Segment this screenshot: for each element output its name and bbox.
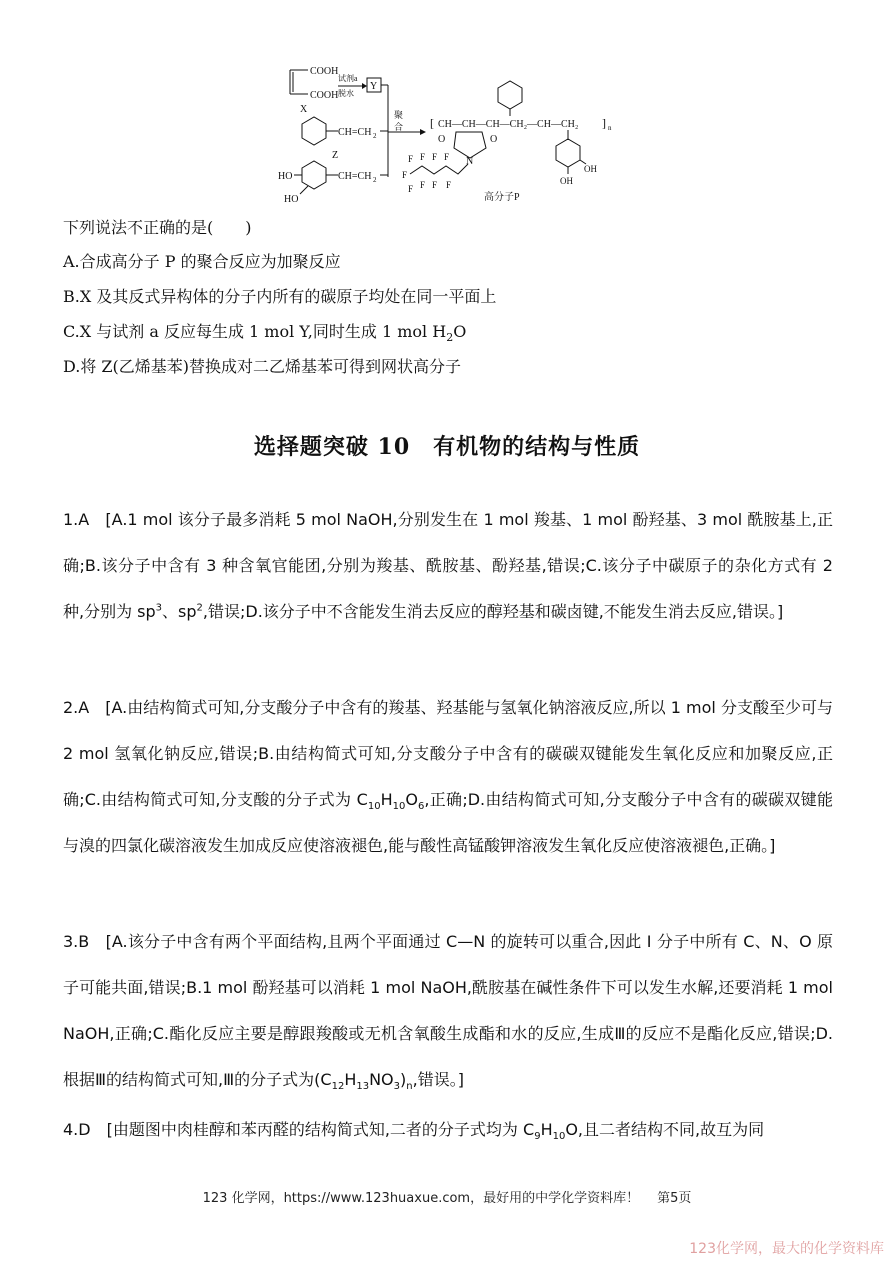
svg-text:2: 2 (373, 176, 377, 184)
oh-1: OH (584, 164, 597, 174)
p-catechol-ring (556, 139, 580, 167)
polymer-p-label: 高分子P (484, 192, 520, 203)
footer-text: 123 化学网，https://www.123huaxue.com，最好用的中学化学资料库！ (202, 1191, 640, 1206)
catechol-ring (302, 161, 326, 189)
option-b: B.X 及其反式异构体的分子内所有的碳原子均处在同一平面上 (63, 287, 497, 306)
option-c: C.X 与试剂 a 反应每生成 1 mol Y,同时生成 1 mol $H_2O$ (63, 322, 467, 345)
o-right: O (490, 134, 498, 145)
polymerize-1: 聚 (394, 110, 404, 120)
polymer-n: n (608, 124, 612, 132)
answer-2: 2.A [A.由结构简式可知,分支酸分子中含有的羧基、羟基能与氢氧化钠溶液反应,所以 1 mol 分支酸至少可与 2 mol 氢氧化钠反应,错误;B.由结构简式可知,分支酸分子中含有的碳碳双键能发生氧化反应和加聚反应,正确;C.由结构简式可知,分支酸的分子式为 $C_{10}H_{10}O_6$,正确;D.由结构简式可知,分支酸分子中含有的碳碳双键能与溴的四氯化碳溶液发生加成反应使溶液褪色,能与酸性高锰酸钾溶液发生氧化反应使溶液褪色,正确。] (63, 698, 833, 855)
compound-x (290, 70, 308, 94)
x-cooh-bottom: COOH (310, 90, 339, 101)
svg-text:F: F (420, 152, 426, 162)
ho-top: HO (278, 171, 293, 182)
x-label: X (300, 104, 308, 115)
p-phenyl-ring (498, 81, 522, 109)
n-atom: N (466, 156, 474, 167)
svg-text:]: ] (602, 116, 606, 130)
imide-ring (454, 132, 486, 158)
reagent-label: 试剂a (338, 74, 358, 83)
polymerize-2: 合 (394, 122, 404, 132)
svg-text:F: F (408, 154, 414, 164)
dehydrate-label: 脱水 (338, 89, 354, 98)
page-number: 第5页 (657, 1191, 692, 1206)
svg-text:F: F (420, 180, 426, 190)
ho-bottom: HO (284, 194, 299, 205)
fluoro-labels (402, 152, 451, 194)
z-benzene-ring (302, 117, 326, 145)
oh-2: OH (560, 176, 573, 186)
x-cooh-top: COOH (310, 66, 339, 77)
watermark: 123化学网，最大的化学资料库 (689, 1241, 884, 1257)
svg-text:[: [ (430, 116, 434, 130)
svg-text:F: F (432, 180, 438, 190)
page-footer (0, 1187, 894, 1206)
svg-text:F: F (446, 180, 452, 190)
reaction-scheme (270, 52, 620, 212)
answer-4: 4.D [由题图中肉桂醇和苯丙醛的结构简式知,二者的分子式均为 $C_9H_{10}O$,且二者结构不同,故互为同 (63, 1120, 765, 1143)
svg-text:2: 2 (373, 132, 377, 140)
svg-text:F: F (444, 152, 450, 162)
svg-text:F: F (432, 152, 438, 162)
o-left: O (438, 134, 446, 145)
option-a: A.合成高分子 P 的聚合反应为加聚反应 (63, 252, 341, 271)
svg-text:F: F (408, 184, 414, 194)
question-stem: 下列说法不正确的是( ) (63, 218, 252, 237)
y-label: Y (370, 81, 378, 92)
polymer-backbone: CH—CH—CH—CH₂—CH—CH₂ (438, 119, 579, 130)
z-formula: CH=CH (338, 127, 372, 138)
section-title: 选择题突破 10 有机物的结构与性质 (253, 434, 641, 460)
fluoro-chain (410, 164, 468, 174)
z-label: Z (332, 150, 339, 161)
svg-text:F: F (402, 170, 408, 180)
answer-1: 1.A [A.1 mol 该分子最多消耗 5 mol NaOH,分别发生在 1 mol 羧基、1 mol 酚羟基、3 mol 酰胺基上,正确;B.该分子中含有 3 种含氧官能团,分别为羧基、酰胺基、酚羟基,错误;C.该分子中碳原子的杂化方式有 2 种,分别为 $sp^3$、$sp^2$,错误;D.该分子中不含能发生消去反应的醇羟基和碳卤键,不能发生消去反应,错误。] (63, 510, 833, 621)
option-d: D.将 Z(乙烯基苯)替换成对二乙烯基苯可得到网状高分子 (63, 357, 462, 376)
svg-text:CH=CH: CH=CH (338, 171, 372, 182)
answer-3: 3.B [A.该分子中含有两个平面结构,且两个平面通过 C—N 的旋转可以重合,因此 Ⅰ 分子中所有 C、N、O 原子可能共面,错误;B.1 mol 酚羟基可以消耗 1 mol NaOH,酰胺基在碱性条件下可以发生水解,还要消耗 1 mol NaOH,正确;C.酯化反应主要是醇跟羧酸或无机含氧酸生成酯和水的反应,生成Ⅲ的反应不是酯化反应,错误;D.根据Ⅲ的结构简式可知,Ⅲ的分子式为$(C_{12}H_{13}NO_3)_n$,错误。] (63, 932, 833, 1093)
